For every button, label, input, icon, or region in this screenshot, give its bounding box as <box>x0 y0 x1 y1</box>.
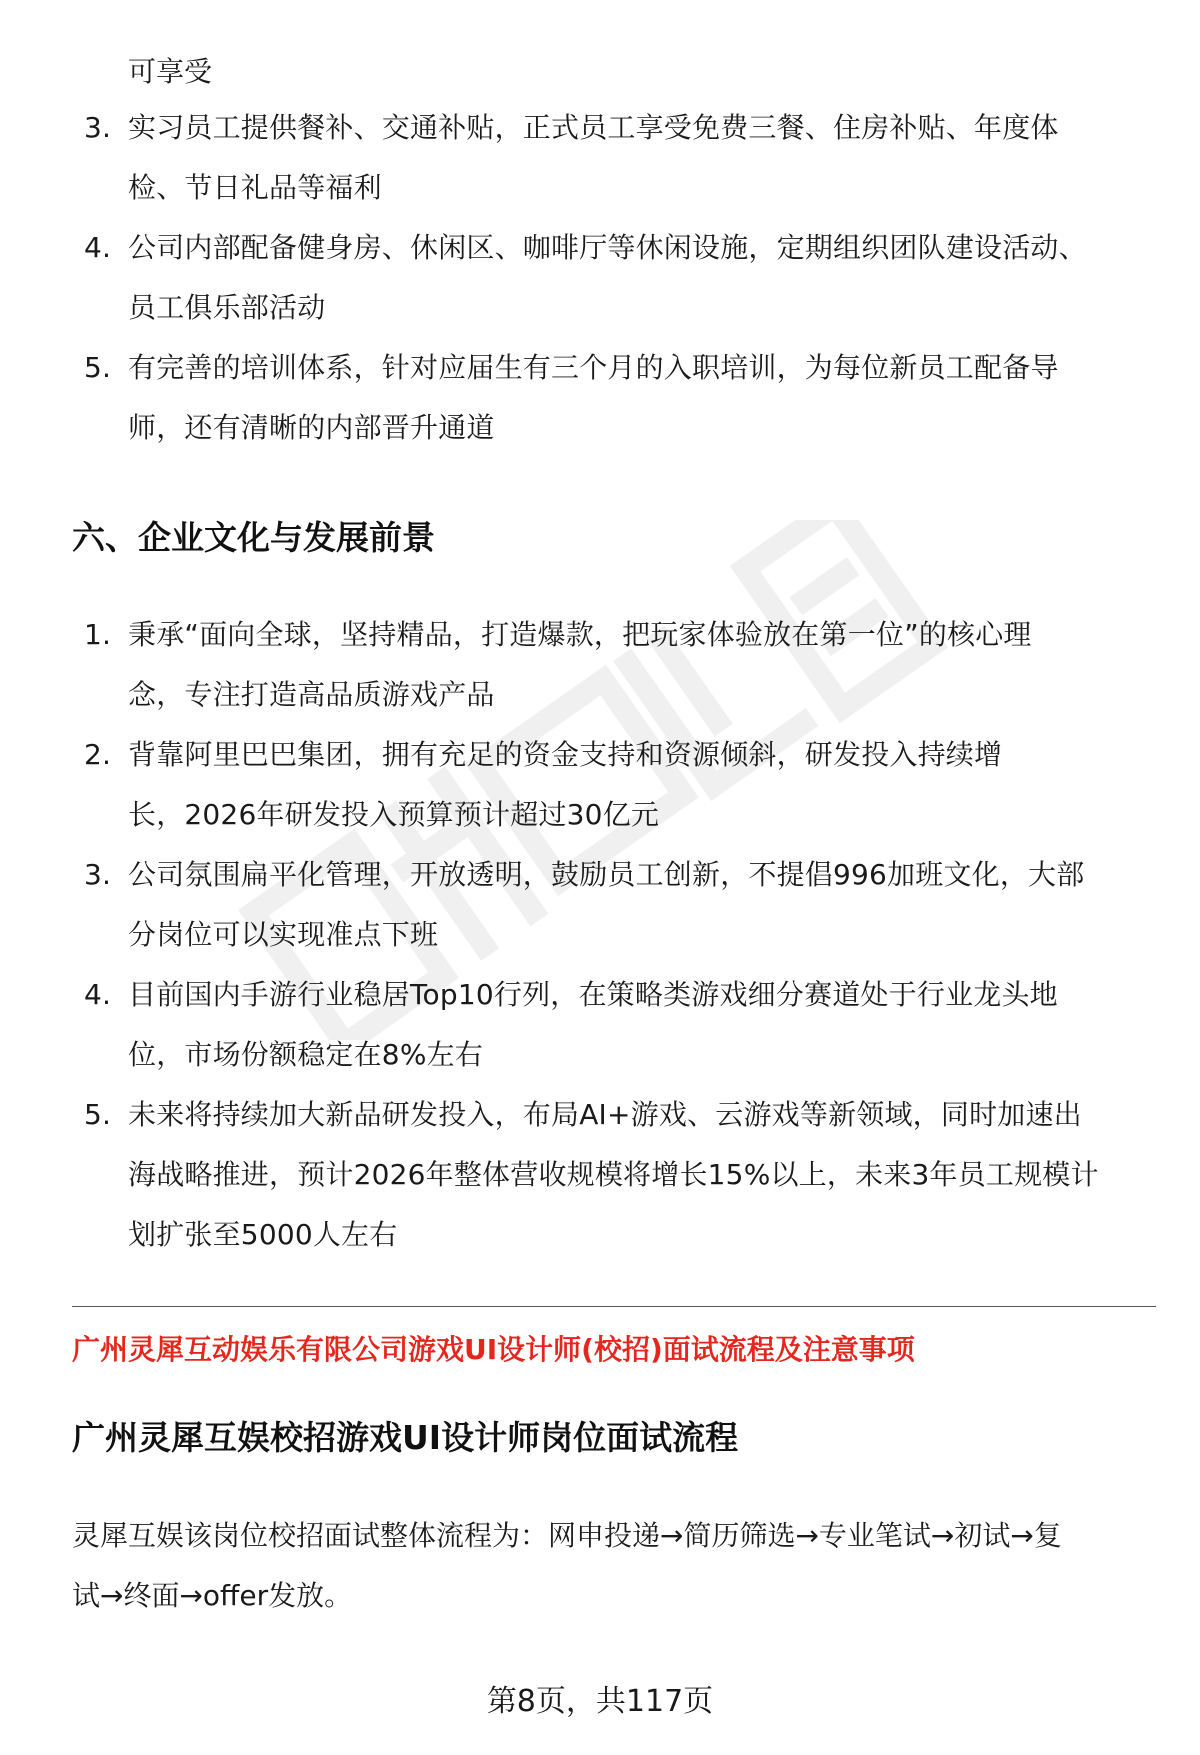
list-line: 未来将持续加大新品研发投入，布局AI+游戏、云游戏等新领域，同时加速出 <box>128 1098 1082 1131</box>
list-line: 检、节日礼品等福利 <box>128 171 382 204</box>
list-line: 公司氛围扁平化管理，开放透明，鼓励员工创新，不提倡996加班文化，大部 <box>128 858 1085 891</box>
list-line: 念，专注打造高品质游戏产品 <box>128 678 495 711</box>
interview-paragraph <box>72 1506 1156 1626</box>
list-item <box>72 1085 1152 1265</box>
list-line: 背靠阿里巴巴集团，拥有充足的资金支持和资源倾斜，研发投入持续增 <box>128 738 1003 771</box>
list-line: 有完善的培训体系，针对应届生有三个月的入职培训，为每位新员工配备导 <box>128 351 1059 384</box>
list-number: 4. <box>84 978 112 1011</box>
list-item <box>72 98 1152 218</box>
list-item <box>72 965 1152 1085</box>
paragraph-line: 灵犀互娱该岗位校招面试整体流程为：网申投递→简历筛选→专业笔试→初试→复 <box>72 1519 1062 1552</box>
list-line: 秉承“面向全球，坚持精品，打造爆款，把玩家体验放在第一位”的核心理 <box>128 618 1032 651</box>
list-line: 公司内部配备健身房、休闲区、咖啡厅等休闲设施，定期组织团队建设活动、 <box>128 231 1087 264</box>
list-item <box>72 725 1152 845</box>
list-line: 师，还有清晰的内部晋升通道 <box>128 411 495 444</box>
continuation-text: 可享受 <box>128 55 213 88</box>
list-number: 3. <box>84 111 112 144</box>
list-number: 1. <box>84 618 112 651</box>
paragraph-line: 试→终面→offer发放。 <box>72 1579 353 1612</box>
list-item <box>72 218 1152 338</box>
list-line: 划扩张至5000人左右 <box>128 1218 398 1251</box>
list-number: 4. <box>84 231 112 264</box>
list-item <box>72 845 1152 965</box>
benefits-list <box>72 98 1152 458</box>
list-line: 长，2026年研发投入预算预计超过30亿元 <box>128 798 660 831</box>
list-line: 员工俱乐部活动 <box>128 291 326 324</box>
page-footer: 第8页，共117页 <box>486 1684 714 1719</box>
interview-heading: 广州灵犀互娱校招游戏UI设计师岗位面试流程 <box>72 1418 739 1457</box>
list-number: 5. <box>84 1098 112 1131</box>
list-number: 2. <box>84 738 112 771</box>
list-line: 目前国内手游行业稳居Top10行列，在策略类游戏细分赛道处于行业龙头地 <box>128 978 1058 1011</box>
list-item <box>72 605 1152 725</box>
section-heading: 六、企业文化与发展前景 <box>72 518 435 557</box>
section-divider <box>72 1306 1156 1307</box>
list-number: 3. <box>84 858 112 891</box>
red-section-title: 广州灵犀互动娱乐有限公司游戏UI设计师(校招)面试流程及注意事项 <box>72 1333 915 1366</box>
list-line: 海战略推进，预计2026年整体营收规模将增长15%以上，未来3年员工规模计 <box>128 1158 1099 1191</box>
list-item <box>72 338 1152 458</box>
list-number: 5. <box>84 351 112 384</box>
list-line: 位，市场份额稳定在8%左右 <box>128 1038 484 1071</box>
list-line: 实习员工提供餐补、交通补贴，正式员工享受免费三餐、住房补贴、年度体 <box>128 111 1059 144</box>
list-line: 分岗位可以实现准点下班 <box>128 918 439 951</box>
culture-list <box>72 605 1152 1265</box>
